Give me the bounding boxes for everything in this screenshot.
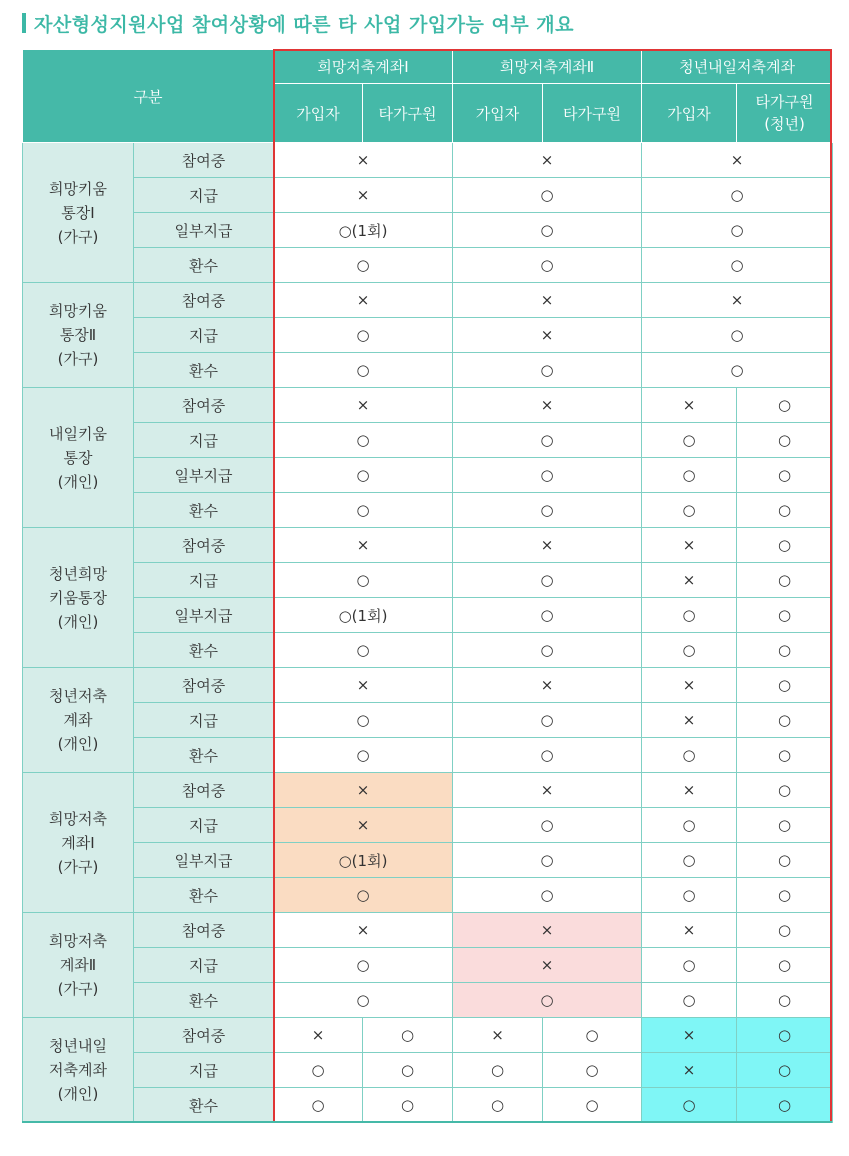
eligibility-cell: ○ [737, 528, 833, 563]
status-label: 참여중 [134, 773, 274, 808]
group-name: 희망키움 통장Ⅱ (가구) [23, 283, 134, 388]
status-label: 환수 [134, 353, 274, 388]
eligibility-cell: ○ [737, 738, 833, 773]
eligibility-cell: ○ [274, 633, 453, 668]
table-row [23, 1018, 833, 1053]
table-row [23, 983, 833, 1018]
group-name: 희망저축 계좌Ⅱ (가구) [23, 913, 134, 1018]
eligibility-cell: × [453, 773, 642, 808]
eligibility-cell: × [274, 668, 453, 703]
eligibility-cell: ○(1회) [274, 598, 453, 633]
eligibility-cell: × [453, 948, 642, 983]
group-name: 청년저축 계좌 (개인) [23, 668, 134, 773]
title-text: 자산형성지원사업 참여상황에 따른 타 사업 가입가능 여부 개요 [34, 13, 575, 36]
eligibility-cell: ○ [453, 493, 642, 528]
table-row [23, 458, 833, 493]
eligibility-cell: ○ [642, 423, 737, 458]
eligibility-cell: ○ [543, 1018, 642, 1053]
table-row [23, 808, 833, 843]
table-row [23, 563, 833, 598]
eligibility-cell: ○ [737, 983, 833, 1018]
eligibility-cell: ○ [642, 598, 737, 633]
eligibility-cell: × [453, 528, 642, 563]
status-label: 일부지급 [134, 213, 274, 248]
eligibility-cell: ○ [737, 563, 833, 598]
table-bottom-line [22, 1121, 832, 1123]
table-row [23, 493, 833, 528]
eligibility-cell: ○ [543, 1088, 642, 1123]
eligibility-cell: ○ [642, 738, 737, 773]
eligibility-cell: × [453, 668, 642, 703]
eligibility-cell: ○ [453, 598, 642, 633]
eligibility-cell: ○ [453, 843, 642, 878]
header-plan-1: 희망저축계좌Ⅰ [274, 50, 453, 84]
eligibility-cell: × [453, 388, 642, 423]
eligibility-cell: ○ [453, 878, 642, 913]
table-row [23, 913, 833, 948]
status-label: 지급 [134, 423, 274, 458]
table-row [23, 1053, 833, 1088]
eligibility-cell: ○ [737, 808, 833, 843]
eligibility-cell: ○ [453, 1053, 543, 1088]
eligibility-cell: ○ [642, 808, 737, 843]
eligibility-cell: ○ [737, 423, 833, 458]
status-label: 환수 [134, 983, 274, 1018]
group-name: 희망저축 계좌Ⅰ (가구) [23, 773, 134, 913]
status-label: 환수 [134, 738, 274, 773]
group-name: 청년희망 키움통장 (개인) [23, 528, 134, 668]
eligibility-cell: ○ [274, 948, 453, 983]
eligibility-cell: ○ [642, 948, 737, 983]
status-label: 참여중 [134, 283, 274, 318]
table-row [23, 703, 833, 738]
table-row [23, 878, 833, 913]
table-row [23, 388, 833, 423]
eligibility-cell: ○ [274, 1088, 363, 1123]
eligibility-cell: ○ [737, 948, 833, 983]
eligibility-cell: × [453, 283, 642, 318]
eligibility-cell: ○ [642, 178, 833, 213]
page-title [22, 8, 574, 38]
group-name: 내일키움 통장 (개인) [23, 388, 134, 528]
eligibility-cell: × [274, 528, 453, 563]
eligibility-cell: ○ [274, 423, 453, 458]
eligibility-cell: ○ [453, 458, 642, 493]
header-other: 타가구원 [543, 84, 642, 143]
eligibility-cell: ○ [363, 1053, 453, 1088]
table-row [23, 843, 833, 878]
table-row [23, 668, 833, 703]
status-label: 참여중 [134, 913, 274, 948]
eligibility-cell: ○ [642, 353, 833, 388]
eligibility-cell: × [453, 318, 642, 353]
eligibility-cell: × [274, 283, 453, 318]
status-label: 지급 [134, 948, 274, 983]
eligibility-cell: × [274, 913, 453, 948]
table-row [23, 948, 833, 983]
header-plan-2: 희망저축계좌Ⅱ [453, 50, 642, 84]
eligibility-cell: ○ [737, 1053, 833, 1088]
eligibility-cell: ○ [737, 1088, 833, 1123]
eligibility-cell: ○ [453, 1088, 543, 1123]
status-label: 일부지급 [134, 458, 274, 493]
status-label: 지급 [134, 1053, 274, 1088]
status-label: 참여중 [134, 668, 274, 703]
status-label: 지급 [134, 563, 274, 598]
eligibility-cell: ○ [737, 1018, 833, 1053]
table-row [23, 178, 833, 213]
eligibility-table [22, 49, 833, 1123]
header-member: 가입자 [642, 84, 737, 143]
eligibility-cell: ○ [453, 703, 642, 738]
eligibility-cell: ○ [642, 1088, 737, 1123]
eligibility-cell: ○ [453, 353, 642, 388]
eligibility-cell: ○ [737, 913, 833, 948]
eligibility-cell: ○ [274, 248, 453, 283]
eligibility-cell: ○ [642, 318, 833, 353]
eligibility-cell: × [274, 388, 453, 423]
status-label: 일부지급 [134, 843, 274, 878]
eligibility-cell: ○ [274, 1053, 363, 1088]
eligibility-cell: ○ [453, 633, 642, 668]
eligibility-cell: × [274, 808, 453, 843]
status-label: 환수 [134, 1088, 274, 1123]
eligibility-cell: × [642, 563, 737, 598]
eligibility-cell: ○ [274, 563, 453, 598]
eligibility-cell: × [642, 1018, 737, 1053]
eligibility-cell: ○ [453, 563, 642, 598]
eligibility-cell: × [642, 143, 833, 178]
header-category: 구분 [23, 50, 274, 143]
title-bar-icon [22, 13, 26, 33]
eligibility-cell: ○ [274, 878, 453, 913]
eligibility-cell: ○(1회) [274, 843, 453, 878]
eligibility-cell: ○ [737, 388, 833, 423]
status-label: 참여중 [134, 143, 274, 178]
eligibility-cell: ○ [543, 1053, 642, 1088]
eligibility-cell: ○ [274, 318, 453, 353]
table-row [23, 528, 833, 563]
header-member: 가입자 [274, 84, 363, 143]
eligibility-cell: ○ [453, 738, 642, 773]
eligibility-cell: ○ [737, 493, 833, 528]
eligibility-cell: ○ [453, 178, 642, 213]
table-row [23, 598, 833, 633]
eligibility-cell: × [274, 773, 453, 808]
eligibility-cell: × [274, 143, 453, 178]
status-label: 환수 [134, 248, 274, 283]
eligibility-cell: ○ [737, 773, 833, 808]
eligibility-cell: ○ [453, 423, 642, 458]
eligibility-cell: × [642, 668, 737, 703]
group-name: 희망키움 통장Ⅰ (가구) [23, 143, 134, 283]
header-other-youth: 타가구원 (청년) [737, 84, 833, 143]
eligibility-cell: ○ [642, 633, 737, 668]
eligibility-cell: × [274, 1018, 363, 1053]
eligibility-cell: ○ [453, 983, 642, 1018]
eligibility-cell: ○ [737, 598, 833, 633]
eligibility-cell: ○ [453, 248, 642, 283]
status-label: 참여중 [134, 388, 274, 423]
eligibility-cell: × [642, 388, 737, 423]
table-row [23, 773, 833, 808]
eligibility-cell: ○ [274, 493, 453, 528]
header-other: 타가구원 [363, 84, 453, 143]
eligibility-cell: × [642, 773, 737, 808]
eligibility-cell: ○ [453, 808, 642, 843]
status-label: 참여중 [134, 1018, 274, 1053]
status-label: 지급 [134, 808, 274, 843]
eligibility-cell: × [453, 1018, 543, 1053]
eligibility-cell: ○ [274, 353, 453, 388]
eligibility-cell: ○ [737, 458, 833, 493]
eligibility-cell: ○ [642, 843, 737, 878]
status-label: 지급 [134, 178, 274, 213]
eligibility-cell: ○ [737, 843, 833, 878]
eligibility-cell: ○ [737, 703, 833, 738]
table-row [23, 1088, 833, 1123]
eligibility-cell: ○(1회) [274, 213, 453, 248]
header-plan-3: 청년내일저축계좌 [642, 50, 833, 84]
eligibility-cell: ○ [274, 983, 453, 1018]
group-name: 청년내일 저축계좌 (개인) [23, 1018, 134, 1123]
status-label: 환수 [134, 493, 274, 528]
table-row [23, 318, 833, 353]
eligibility-cell: ○ [274, 738, 453, 773]
table-row [23, 633, 833, 668]
table-row [23, 143, 833, 178]
header-member: 가입자 [453, 84, 543, 143]
status-label: 일부지급 [134, 598, 274, 633]
table-row [23, 423, 833, 458]
eligibility-cell: ○ [642, 878, 737, 913]
eligibility-cell: × [453, 143, 642, 178]
table-row [23, 283, 833, 318]
status-label: 환수 [134, 878, 274, 913]
eligibility-cell: × [274, 178, 453, 213]
eligibility-cell: × [642, 703, 737, 738]
status-label: 지급 [134, 318, 274, 353]
eligibility-cell: × [642, 528, 737, 563]
eligibility-cell: × [642, 283, 833, 318]
status-label: 환수 [134, 633, 274, 668]
eligibility-cell: ○ [642, 493, 737, 528]
eligibility-cell: ○ [642, 983, 737, 1018]
eligibility-cell: ○ [274, 703, 453, 738]
table-row [23, 353, 833, 388]
eligibility-cell: × [642, 1053, 737, 1088]
eligibility-cell: ○ [737, 633, 833, 668]
status-label: 참여중 [134, 528, 274, 563]
eligibility-cell: × [642, 913, 737, 948]
eligibility-cell: ○ [737, 668, 833, 703]
eligibility-cell: ○ [453, 213, 642, 248]
eligibility-cell: ○ [642, 458, 737, 493]
table-row [23, 248, 833, 283]
eligibility-cell: ○ [642, 213, 833, 248]
eligibility-cell: ○ [274, 458, 453, 493]
eligibility-cell: ○ [737, 878, 833, 913]
eligibility-cell: ○ [363, 1088, 453, 1123]
eligibility-cell: ○ [363, 1018, 453, 1053]
table-row [23, 738, 833, 773]
eligibility-cell: ○ [642, 248, 833, 283]
eligibility-cell: × [453, 913, 642, 948]
table-row [23, 213, 833, 248]
status-label: 지급 [134, 703, 274, 738]
